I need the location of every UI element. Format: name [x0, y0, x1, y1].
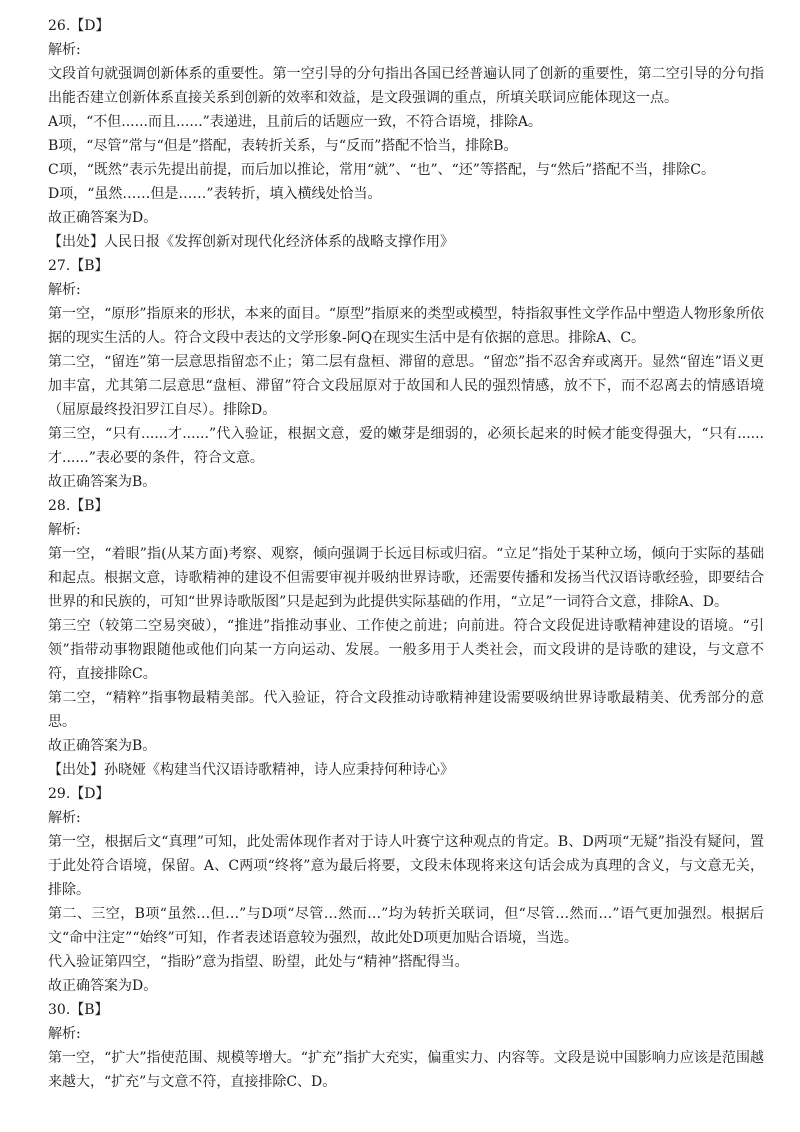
- analysis-label: 解析:: [48, 522, 81, 538]
- question-number: 27.【B】: [48, 258, 109, 274]
- paragraph: D项，“虽然……但是……”表转折，填入横线处恰当。: [48, 186, 382, 202]
- question-30: [48, 998, 764, 1094]
- conclusion: 故正确答案为B。: [48, 474, 157, 490]
- paragraph: 第一空，“原形”指原来的形状，本来的面目。“原型”指原来的类型或模型，特指叙事性文学作品中塑造人物形象所依据的现实生活的人。符合文段中表达的文学形象-阿Q在现实生活中是有依据的意思。排除A、C。: [48, 306, 764, 346]
- paragraph: 第三空（较第二空易突破），“推进”指推动事业、工作使之前进；向前进。符合文段促进诗歌精神建设的语境。“引领”指带动事物跟随他或他们向某一方向运动、发展。一般多用于人类社会，而文段讲的是诗歌的建设，与文意不符，直接排除C。: [48, 618, 764, 682]
- analysis-label: 解析:: [48, 1026, 81, 1042]
- question-28: [48, 494, 764, 782]
- question-27: [48, 254, 764, 494]
- source-citation: 【出处】孙晓娅《构建当代汉语诗歌精神，诗人应秉持何种诗心》: [48, 762, 454, 778]
- paragraph: 代入验证第四空，“指盼”意为指望、盼望，此处与“精神”搭配得当。: [48, 954, 469, 970]
- paragraph: 第一空，“着眼”指(从某方面)考察、观察，倾向强调于长远目标或归宿。“立足”指处于某种立场，倾向于实际的基础和起点。根据文意，诗歌精神的建设不但需要审视并吸纳世界诗歌，还需要传播和发扬当代汉语诗歌经验，即要结合世界的和民族的，可知“世界诗歌版图”只是起到为此提供实际基础的作用，“立足”一词符合文意，排除A、D。: [48, 546, 764, 610]
- paragraph: 第三空，“只有......才......”代入验证，根据文意，爱的嫩芽是细弱的，必须长起来的时候才能变得强大，“只有......才......”表必要的条件，符合文意。: [48, 426, 764, 466]
- paragraph: 第二空，“留连”第一层意思指留恋不止；第二层有盘桓、滞留的意思。“留恋”指不忍舍弃或离开。显然“留连”语义更加丰富，尤其第二层意思“盘桓、滞留”符合文段屈原对于故国和人民的强烈情感，放不下，而不忍离去的情感语境（屈原最终投汨罗江自尽）。排除D。: [48, 354, 764, 418]
- paragraph: 第一空，“扩大”指使范围、规模等增大。“扩充”指扩大充实，偏重实力、内容等。文段是说中国影响力应该是范围越来越大，“扩充”与文意不符，直接排除C、D。: [48, 1050, 764, 1090]
- question-29: [48, 782, 764, 998]
- question-number: 30.【B】: [48, 1002, 109, 1018]
- question-number: 29.【D】: [48, 786, 110, 802]
- paragraph: A项，“不但......而且......”表递进，且前后的话题应一致，不符合语境，排除A。: [48, 114, 542, 130]
- conclusion: 故正确答案为B。: [48, 738, 157, 754]
- conclusion: 故正确答案为D。: [48, 978, 158, 994]
- conclusion: 故正确答案为D。: [48, 210, 158, 226]
- paragraph: B项，“尽管”常与“但是”搭配，表转折关系，与“反而”搭配不恰当，排除B。: [48, 138, 518, 154]
- paragraph: 文段首句就强调创新体系的重要性。第一空引导的分句指出各国已经普遍认同了创新的重要性，第二空引导的分句指出能否建立创新体系直接关系到创新的效率和效益，是文段强调的重点，所填关联词应能体现这一点。: [48, 66, 764, 106]
- analysis-label: 解析:: [48, 810, 81, 826]
- paragraph: 第二空，“精粹”指事物最精美部。代入验证，符合文段推动诗歌精神建设需要吸纳世界诗歌最精美、优秀部分的意思。: [48, 690, 764, 730]
- analysis-label: 解析:: [48, 42, 81, 58]
- question-26: [48, 14, 764, 254]
- paragraph: C项，“既然”表示先提出前提，而后加以推论，常用“就”、“也”、“还”等搭配，与“然后”搭配不当，排除C。: [48, 162, 715, 178]
- analysis-label: 解析:: [48, 282, 81, 298]
- question-number: 26.【D】: [48, 18, 110, 34]
- question-number: 28.【B】: [48, 498, 109, 514]
- paragraph: 第一空，根据后文“真理”可知，此处需体现作者对于诗人叶赛宁这种观点的肯定。B、D两项“无疑”指没有疑问，置于此处符合语境，保留。A、C两项“终将”意为最后将要，文段未体现将来这句话会成为真理的含义，与文意无关，排除。: [48, 834, 764, 898]
- source-citation: 【出处】人民日报《发挥创新对现代化经济体系的战略支撑作用》: [48, 234, 454, 250]
- paragraph: 第二、三空，B项“虽然…但…”与D项“尽管…然而…”均为转折关联词，但“尽管…然而…”语气更加强烈。根据后文“命中注定”“始终”可知，作者表述语意较为强烈，故此处D项更加贴合语境，当选。: [48, 906, 764, 946]
